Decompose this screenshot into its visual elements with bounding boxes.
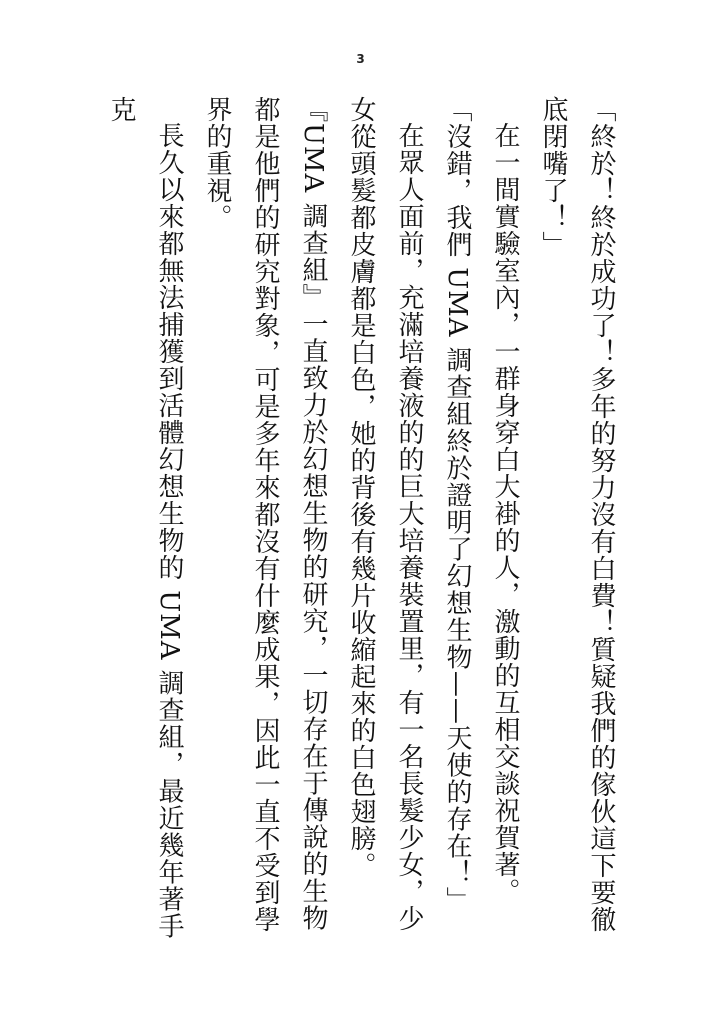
- paragraph: 「沒錯，我們 UMA 調查組終於證明了幻想生物——天使的存在！」: [442, 96, 472, 914]
- body-text: [97, 96, 625, 956]
- paragraph: 長久以來都無法捕獲到活體幻想生物的 UMA 調查組，最近幾年著手克: [106, 96, 184, 940]
- page-number: 3: [356, 52, 365, 66]
- paragraph: 「終於！終於成功了！多年的努力沒有白費！質疑我們的傢伙這下要徹底閉嘴了！」: [538, 96, 616, 933]
- paragraph: 在眾人面前，充滿培養液的的巨大培養裝置里，有一名長髮少女，少女從頭髮都皮膚都是白色，她的背後有幾片收縮起來的白色翅膀。: [346, 96, 424, 932]
- paragraph: 『UMA 調查組』一直致力於幻想生物的研究，一切存在于傳說的生物都是他們的研究對象，可是多年來都沒有什麼成果，因此一直不受到學界的重視。: [202, 96, 328, 933]
- paragraph: 在一間實驗室內，一群身穿白大褂的人，激動的互相交談祝賀著。: [490, 122, 520, 905]
